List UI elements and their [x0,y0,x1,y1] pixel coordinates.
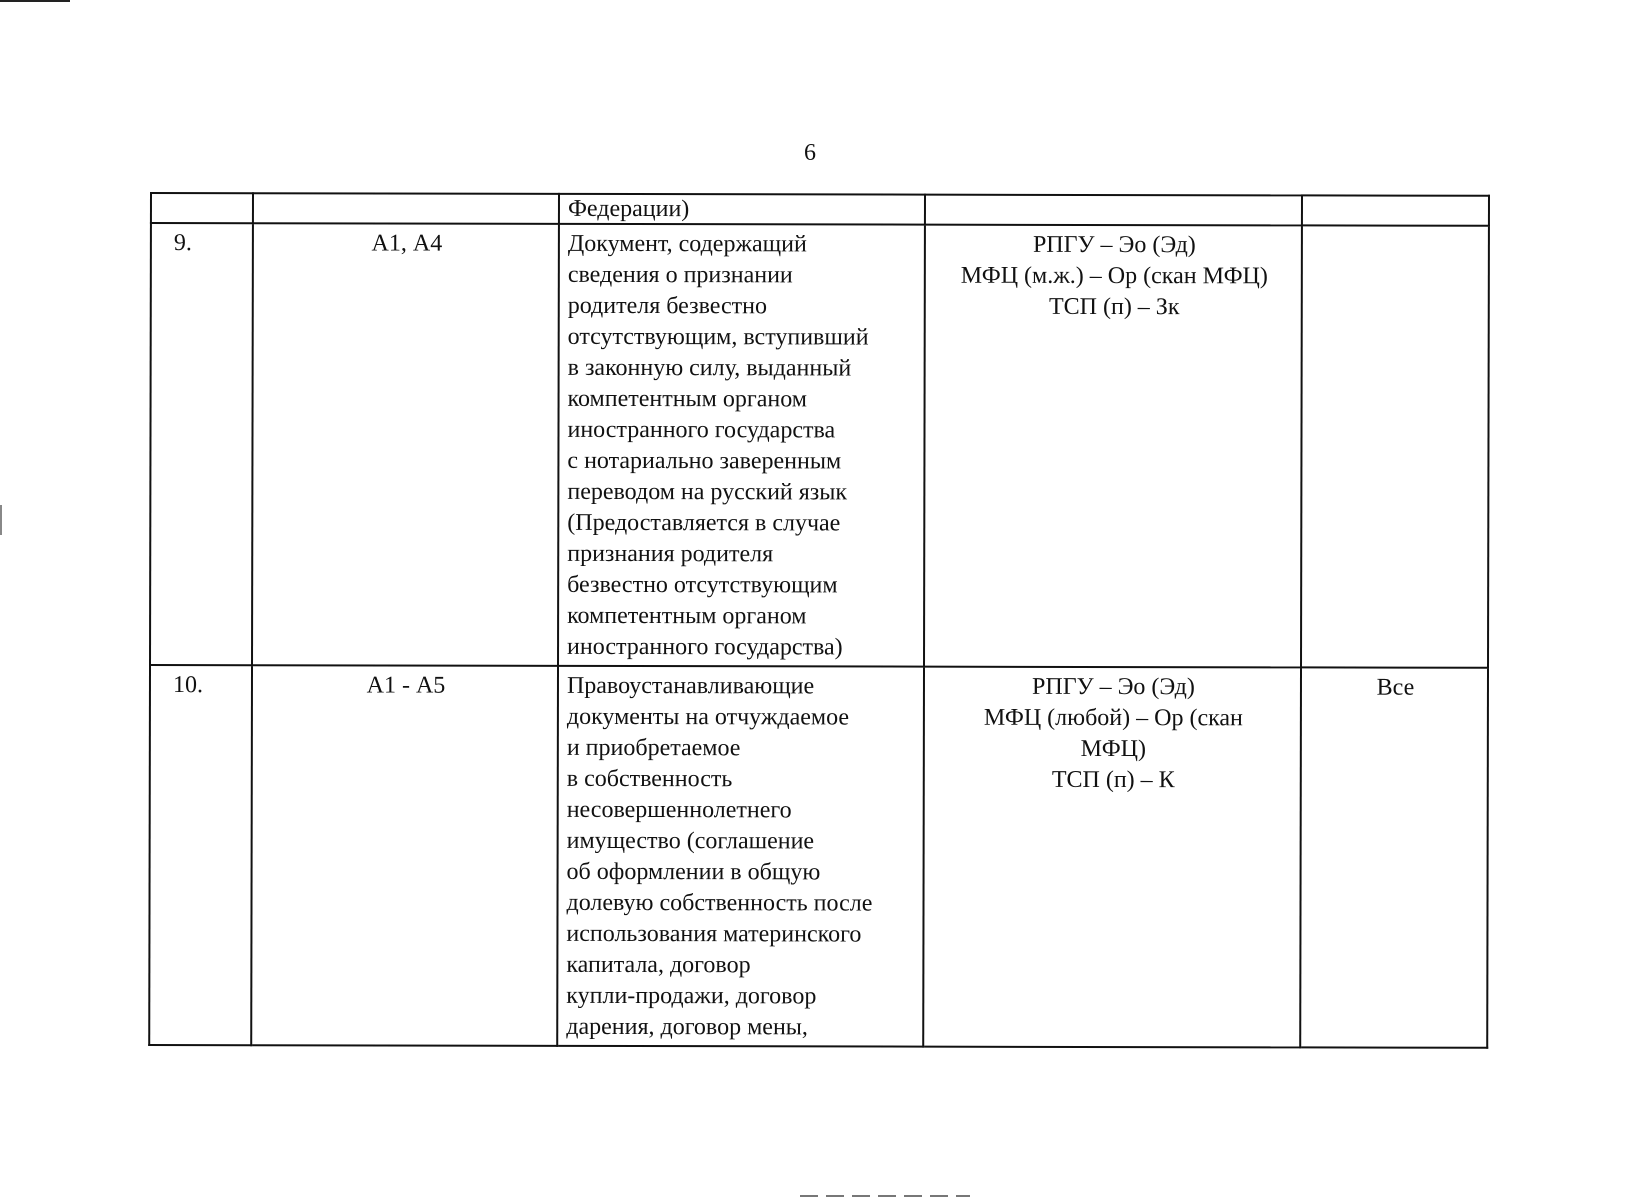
table-row-9 [150,223,1489,668]
cell-document [558,224,925,667]
cell-categories: А1, А4 [252,223,559,666]
cell-document [559,194,925,225]
cell-method [923,667,1301,1048]
document-line: отсутствующим, вступивший [567,323,869,351]
document-line: родителя безвестно [567,292,768,320]
document-line: Документ, содержащий [567,230,807,258]
cell-method [925,195,1302,226]
document-line: компетентным органом [567,385,807,413]
cell-note [1302,195,1489,225]
document-line: несовершеннолетнего [566,796,792,824]
method-line: МФЦ) [1080,735,1147,763]
scan-bottom-artifact [800,1195,970,1197]
cell-number [151,193,253,223]
document-line: капитала, договор [566,951,751,979]
document-line: долевую собственность после [566,889,873,917]
cell-number: 9. [150,223,253,665]
document-line: использования материнского [566,920,862,948]
document-line: в собственность [566,765,733,793]
document-line: купли-продажи, договор [566,982,817,1010]
cell-method [924,225,1302,668]
document-line: Правоустанавливающие [566,672,815,700]
scan-side-mark [0,505,2,535]
document-line: признания родителя [567,540,774,568]
cell-note: Все [1300,667,1488,1047]
cell-document [557,666,924,1047]
method-line: ТСП (п) – К [1051,766,1175,794]
document-line: с нотариально заверенным [567,447,842,475]
document-line: в законную силу, выданный [567,354,852,382]
document-line: (Предоставляется в случае [567,509,841,537]
method-line: МФЦ (м.ж.) – Ор (скан МФЦ) [960,262,1268,290]
table-row-10 [149,665,1488,1048]
document-line: дарения, договор мены, [566,1013,808,1041]
scan-corner-mark [0,0,70,2]
document-line: компетентным органом [567,602,807,630]
document-line: Федерации) [567,195,690,223]
documents-table [148,192,1490,1049]
cell-categories [253,193,559,224]
document-line: безвестно отсутствующим [567,571,838,599]
method-line: РПГУ – Эо (Эд) [1032,673,1195,701]
page-number: 6 [804,140,816,166]
cell-number: 10. [149,665,252,1045]
cell-note [1301,225,1489,667]
document-line: документы на отчуждаемое [566,703,850,731]
document-line: переводом на русский язык [567,478,848,506]
document-line: об оформлении в общую [566,858,821,886]
document-line: имущество (соглашение [566,827,815,855]
method-line: МФЦ (любой) – Ор (скан [983,704,1243,732]
method-line: РПГУ – Эо (Эд) [1032,231,1196,259]
document-line: сведения о признании [567,261,793,289]
document-line: иностранного государства) [567,633,843,661]
document-line: иностранного государства [567,416,836,444]
cell-categories: А1 - А5 [251,665,558,1046]
document-line: и приобретаемое [566,734,741,762]
method-line: ТСП (п) – Зк [1048,293,1180,321]
table-row-continuation [151,193,1489,226]
